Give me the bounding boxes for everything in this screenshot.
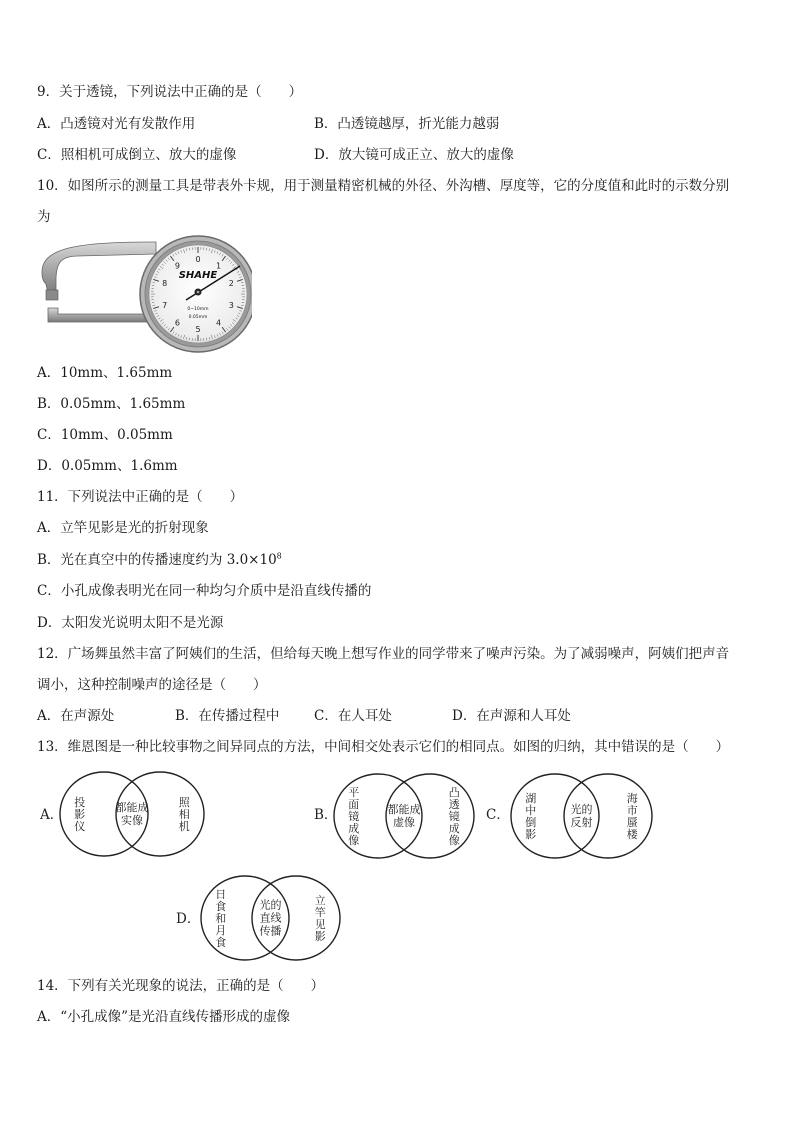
q10-stem-line2: 为 xyxy=(37,209,51,225)
q11-option-a: A．立竿见影是光的折射现象 xyxy=(37,520,209,536)
venn-middle-text: 都能成 xyxy=(387,803,421,816)
venn-diagram xyxy=(486,774,652,858)
venn-right-text: 凸 xyxy=(448,786,460,799)
q10-option-d: D．0.05mm、1.6mm xyxy=(37,458,178,474)
q10-option-b: B．0.05mm、1.65mm xyxy=(37,396,186,412)
venn-left-text: 仪 xyxy=(74,820,86,833)
q10-stem-line1: 10．如图所示的测量工具是带表外卡规，用于测量精密机械的外径、外沟槽、厚度等，它的分度值和此时的示数分别 xyxy=(37,178,730,194)
venn-left-text: 日 xyxy=(215,888,227,901)
q9-stem: 9．关于透镜，下列说法中正确的是（ ） xyxy=(37,84,303,100)
venn-left-text: 影 xyxy=(74,808,86,821)
q10-option-a: A．10mm、1.65mm xyxy=(37,365,173,381)
venn-diagram xyxy=(314,774,474,858)
venn-right-text: 镜 xyxy=(448,810,460,823)
venn-right-text: 立 xyxy=(314,894,326,907)
venn-right-text: 蜃 xyxy=(626,816,638,829)
venn-left-text: 中 xyxy=(525,804,537,817)
q12-stem-line1: 12．广场舞虽然丰富了阿姨们的生活，但给每天晚上想写作业的同学带来了噪声污染。为了减弱噪声，阿姨们把声音 xyxy=(37,646,730,662)
venn-left-text: 和 xyxy=(215,912,227,925)
gauge-dial-number: 4 xyxy=(216,318,222,328)
venn-middle-text: 都能成 xyxy=(115,801,149,814)
venn-diagram xyxy=(39,772,204,856)
q11-option-c: C．小孔成像表明光在同一种均匀介质中是沿直线传播的 xyxy=(37,583,372,599)
gauge-dial-number: 0 xyxy=(195,255,201,264)
q9-option-b: B．凸透镜越厚，折光能力越弱 xyxy=(314,116,500,132)
gauge-dial-number: 5 xyxy=(195,325,201,334)
venn-middle-text: 光的 xyxy=(259,898,282,912)
venn-option-label: D． xyxy=(176,911,201,927)
venn-left-text: 投 xyxy=(74,796,86,809)
venn-left-text: 月 xyxy=(215,924,227,937)
gauge-dial-number: 6 xyxy=(174,318,180,328)
q11-option-b-text: B．光在真空中的传播速度约为 3.0×10 xyxy=(37,552,277,568)
gauge-dial-number: 3 xyxy=(228,300,234,310)
venn-left-text: 像 xyxy=(348,834,360,847)
venn-left-text: 成 xyxy=(348,822,360,835)
caliper-gauge-figure xyxy=(38,234,252,356)
gauge-range-text: 0~10mm xyxy=(187,307,209,312)
venn-left-text: 平 xyxy=(348,786,360,799)
venn-middle-text: 直线 xyxy=(259,911,282,925)
gauge-dial-number: 7 xyxy=(162,300,168,310)
venn-left-text: 食 xyxy=(215,900,227,913)
gauge-dial-number: 1 xyxy=(216,261,222,271)
venn-right-text: 影 xyxy=(314,930,326,943)
q9-option-d: D．放大镜可成正立、放大的虚像 xyxy=(314,147,514,163)
venn-right-text: 海 xyxy=(626,792,638,805)
venn-middle-text: 实像 xyxy=(121,814,143,827)
q11-option-b-exponent: 8 xyxy=(276,551,282,561)
venn-left-text: 影 xyxy=(525,828,537,841)
venn-middle-text: 传播 xyxy=(259,924,282,938)
q9-option-c: C．照相机可成倒立、放大的虚像 xyxy=(37,147,237,163)
venn-right-text: 相 xyxy=(178,808,190,821)
gauge-dial-number: 8 xyxy=(162,279,168,289)
q12-option-a: A．在声源处 xyxy=(37,708,115,724)
venn-right-text: 市 xyxy=(626,804,638,817)
q10-option-c: C．10mm、0.05mm xyxy=(37,427,173,443)
q9-option-a: A．凸透镜对光有发散作用 xyxy=(37,116,196,132)
venn-right-text: 照 xyxy=(178,796,190,809)
venn-left-text: 倒 xyxy=(525,816,537,829)
q13-stem: 13．维恩图是一种比较事物之间异同点的方法，中间相交处表示它们的相同点。如图的归纳，其中错误的是（ ） xyxy=(37,739,730,755)
venn-left-text: 镜 xyxy=(348,810,360,823)
gauge-dial-number: 2 xyxy=(228,279,234,289)
q11-option-b xyxy=(37,551,282,569)
venn-option-label: C． xyxy=(486,807,510,823)
venn-left-text: 面 xyxy=(348,798,360,811)
venn-middle-text: 反射 xyxy=(570,816,593,829)
q14-stem: 14．下列有关光现象的说法，正确的是（ ） xyxy=(37,978,325,994)
venn-right-text: 竿 xyxy=(314,906,326,919)
gauge-resolution-text: 0.05mm xyxy=(188,315,208,320)
venn-right-text: 楼 xyxy=(626,828,638,841)
q11-stem: 11．下列说法中正确的是（ ） xyxy=(37,489,244,505)
venn-right-text: 见 xyxy=(314,918,326,931)
venn-right-text: 像 xyxy=(448,834,460,847)
q12-option-d: D．在声源和人耳处 xyxy=(452,708,571,724)
q12-stem-line2: 调小，这种控制噪声的途径是（ ） xyxy=(37,677,267,693)
caliper-upper-arm xyxy=(42,242,156,294)
q12-option-b: B．在传播过程中 xyxy=(175,708,280,724)
venn-right-text: 透 xyxy=(448,798,460,811)
venn-diagrams-figure xyxy=(0,760,794,970)
venn-middle-text: 虚像 xyxy=(393,816,415,829)
gauge-brand-text: SHAHE xyxy=(178,270,218,281)
q12-option-c: C．在人耳处 xyxy=(314,708,392,724)
q11-option-d: D．太阳发光说明太阳不是光源 xyxy=(37,615,224,631)
venn-left-text: 湖 xyxy=(525,792,537,805)
venn-right-text: 机 xyxy=(178,820,190,833)
gauge-dial-number: 9 xyxy=(174,261,180,271)
caliper-upper-jaw xyxy=(46,290,58,300)
venn-middle-text: 光的 xyxy=(570,803,593,816)
venn-left-text: 食 xyxy=(215,936,227,949)
venn-option-label: B． xyxy=(314,807,338,823)
venn-diagram xyxy=(176,876,340,960)
venn-right-text: 成 xyxy=(448,822,460,835)
caliper-lower-arm xyxy=(48,308,156,322)
q14-option-a: A．“小孔成像”是光沿直线传播形成的虚像 xyxy=(37,1009,291,1025)
venn-option-label: A． xyxy=(40,807,64,823)
